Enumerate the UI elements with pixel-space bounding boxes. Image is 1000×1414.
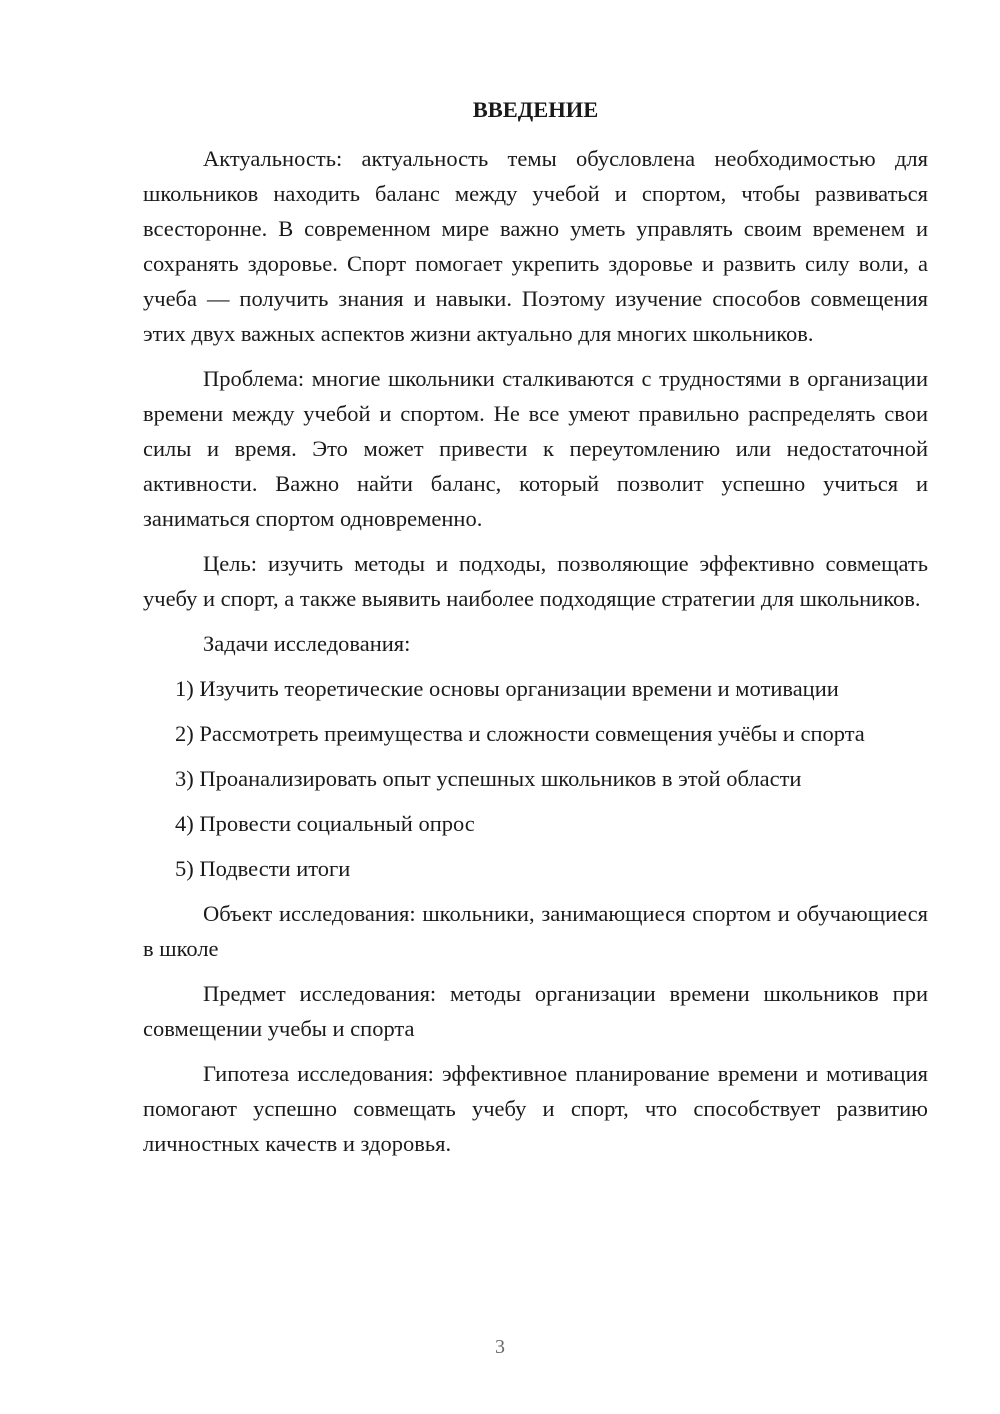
object-paragraph: Объект исследования: школьники, занимающиеся спортом и обучающиеся в школе — [143, 901, 928, 961]
page-number: 3 — [495, 1336, 505, 1358]
goal-paragraph: Цель: изучить методы и подходы, позволяющие эффективно совмещать учебу и спорт, а также выявить наиболее подходящие стратегии для школьников. — [143, 551, 928, 611]
task-item: 2) Рассмотреть преимущества и сложности совмещения учёбы и спорта — [175, 721, 865, 746]
section-title: ВВЕДЕНИЕ — [472, 97, 599, 122]
document-page — [143, 92, 928, 1171]
task-item: 4) Провести социальный опрос — [175, 811, 475, 836]
problem-paragraph: Проблема: многие школьники сталкиваются с трудностями в организации времени между учебой и спортом. Не все умеют правильно распределять свои силы и время. Это может привести к переутомлению или недостаточной активности. Важно найти баланс, который позволит успешно учиться и заниматься спортом одновременно. — [143, 366, 928, 531]
relevance-paragraph: Актуальность: актуальность темы обусловлена необходимостью для школьников находить баланс между учебой и спортом, чтобы развиваться всесторонне. В современном мире важно уметь управлять своим временем и сохранять здоровье. Спорт помогает укрепить здоровье и развить силу воли, а учеба — получить знания и навыки. Поэтому изучение способов совмещения этих двух важных аспектов жизни актуально для многих школьников. — [143, 146, 928, 346]
task-item: 5) Подвести итоги — [175, 856, 351, 881]
task-item: 3) Проанализировать опыт успешных школьников в этой области — [175, 766, 802, 791]
subject-paragraph: Предмет исследования: методы организации времени школьников при совмещении учебы и спорта — [143, 981, 928, 1041]
task-item: 1) Изучить теоретические основы организации времени и мотивации — [175, 676, 839, 701]
tasks-list — [143, 671, 928, 886]
hypothesis-paragraph: Гипотеза исследования: эффективное планирование времени и мотивация помогают успешно совмещать учебу и спорт, что способствует развитию личностных качеств и здоровья. — [143, 1061, 928, 1156]
tasks-heading: Задачи исследования: — [203, 631, 411, 656]
